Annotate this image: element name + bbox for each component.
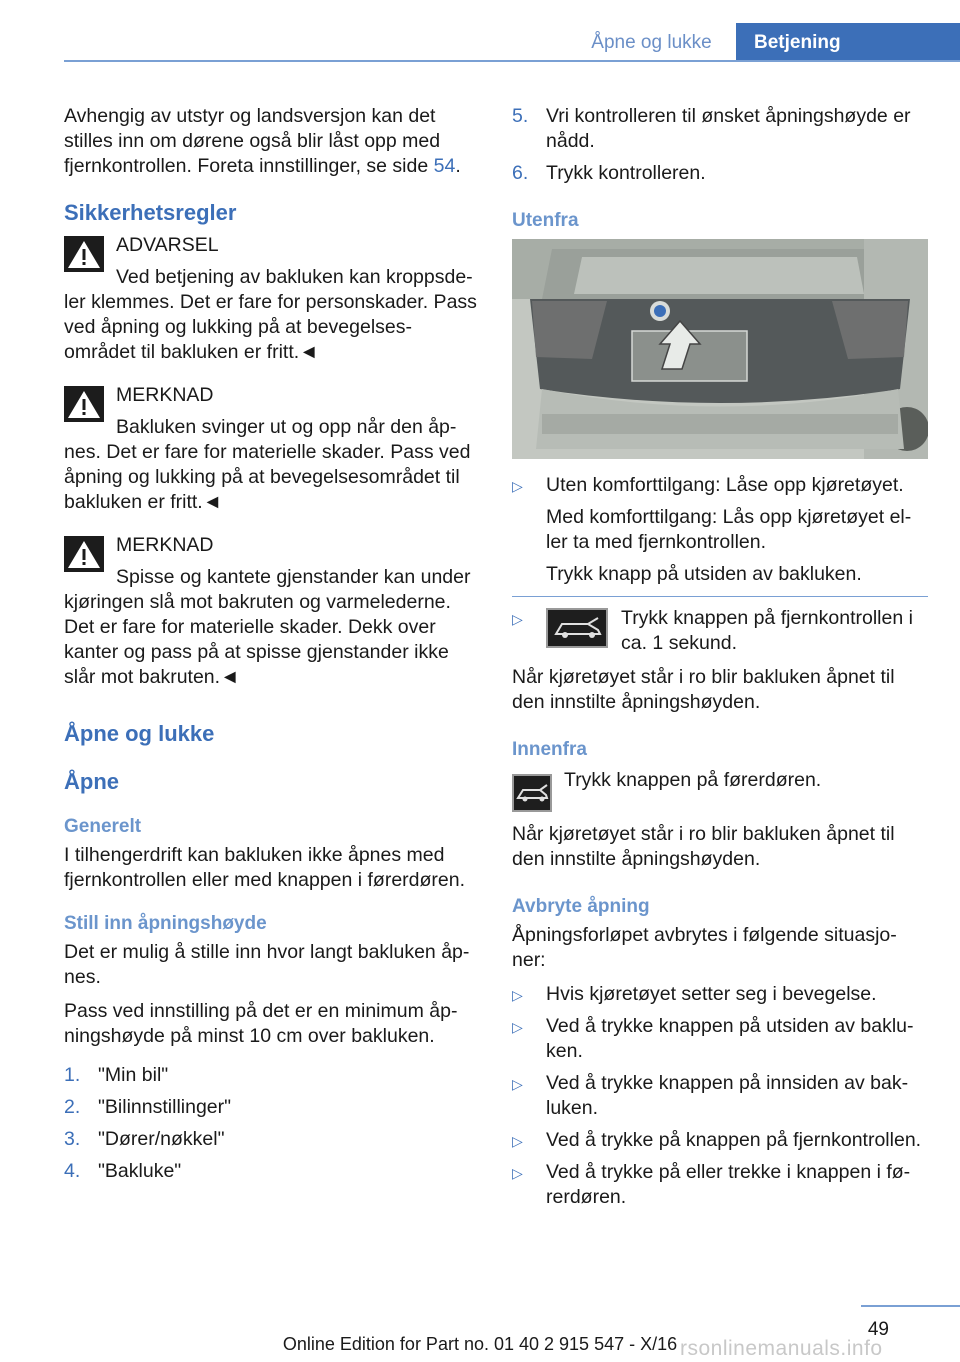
step-text: Trykk kontrolleren. [546,162,706,184]
intro-end: . [455,155,461,177]
steps-list [64,1063,480,1184]
outside-list [512,473,928,587]
cancel-list [512,982,928,1210]
warning-triangle-icon [64,386,104,422]
list-item [512,1071,928,1121]
cancel-heading: Avbryte åpning [512,896,650,917]
inside-result: Når kjøretøyet står i ro blir bakluken åpnet til den innstilte åpningshøyden. [512,823,895,870]
door-button-text: Trykk knappen på førerdøren. [564,769,822,791]
step-number: 6. [512,162,529,184]
step-number: 5. [512,105,529,127]
list-item [512,161,928,186]
warning-text: Ved betjening av bakluken kan kroppsde‐ler klemmes. Det er fare for personskader. Pass ved åpning og lukking på at bevegelses‐området til bakluken er fritt.◄ [64,266,477,363]
outside-line-1: Uten komforttilgang: Låse opp kjøretøyet. [546,474,904,496]
triangle-bullet-icon: ▷ [512,1165,523,1181]
list-item [64,1127,480,1152]
warning-block [64,233,480,365]
list-item [512,982,928,1007]
page-link[interactable]: 54 [433,155,456,177]
triangle-bullet-icon: ▷ [512,1019,523,1035]
outside-line-3: Trykk knapp på utsiden av bakluken. [546,563,862,585]
step-text: "Bakluke" [98,1160,182,1182]
tailgate-illustration [512,239,928,459]
cancel-item-text: Ved å trykke knappen på utsiden av baklu‐ken. [546,1015,914,1062]
triangle-bullet-icon: ▷ [512,1076,523,1092]
triangle-bullet-icon: ▷ [512,1133,523,1149]
outside-result: Når kjøretøyet står i ro blir bakluken åpnet til den innstilte åpningshøyden. [512,666,895,713]
list-item [512,1014,928,1064]
notice-block [64,533,480,690]
door-button-row [512,766,928,810]
inside-heading: Innenfra [512,739,587,760]
opening-height-note: Pass ved innstilling på det er en minimum åp‐ningshøyde på minst 10 cm over bakluken. [64,1000,458,1047]
footer-rule [861,1305,960,1307]
notice-text: Bakluken svinger ut og opp når den åp‐nes. Det er fare for materielle skader. Pass ved åpning og lukking på at bevegelsesområdet til bakluken er fritt.◄ [64,416,471,513]
intro-paragraph [64,104,480,179]
list-item [64,1063,480,1088]
open-heading: Åpne [64,769,119,794]
warning-label: ADVARSEL [116,234,219,256]
intro-text: Avhengig av utstyr og landsversjon kan det stilles inn om dørene også blir låst opp med fjernkontrollen. Foreta innstillinger, se side [64,105,441,177]
step-number: 2. [64,1096,81,1118]
list-item [512,1128,928,1153]
header-chapter-tab: Betjening [736,23,960,62]
safety-heading: Sikkerhetsregler [64,200,237,225]
list-item [64,1159,480,1184]
general-text: I tilhengerdrift kan bakluken ikke åpnes med fjernkontrollen eller med knappen i førerdøren. [64,844,466,891]
notice-label: MERKNAD [116,384,214,406]
page-header [0,0,960,62]
header-section-title: Åpne og lukke [591,32,712,53]
triangle-bullet-icon: ▷ [512,478,523,494]
opening-height-heading: Still inn åpningshøyde [64,913,267,934]
warning-triangle-icon [64,236,104,272]
step-number: 4. [64,1160,81,1182]
right-column [512,104,928,1219]
notice-text: Spisse og kantete gjenstander kan under kjøringen slå mot bakruten og varmelederne. Det er fare for materielle skader. Dekk over kanter og pass på at spisse gjenstander ikke slår mot bakruten.◄ [64,566,471,688]
step-text: "Min bil" [98,1064,169,1086]
list-divider [512,596,928,597]
left-column [64,104,480,1193]
step-number: 1. [64,1064,81,1086]
cancel-item-text: Hvis kjøretøyet setter seg i bevegelse. [546,983,877,1005]
cancel-item-text: Ved å trykke knappen på innsiden av bak‐luken. [546,1072,909,1119]
remote-button-text: Trykk knappen på fjernkontrollen i ca. 1 sekund. [621,607,913,654]
warning-triangle-icon [64,536,104,572]
step-text: Vri kontrolleren til ønsket åpningshøyde er nådd. [546,105,911,152]
edition-text: Online Edition for Part no. 01 40 2 915 547 - X/16 [282,1334,678,1354]
cancel-intro: Åpningsforløpet avbrytes i følgende situasjo‐ner: [512,924,897,971]
outside-heading: Utenfra [512,210,579,231]
watermark: rsonlinemanuals.info [680,1337,883,1360]
list-item [512,473,928,587]
notice-block [64,383,480,515]
triangle-bullet-icon: ▷ [512,987,523,1003]
door-tailgate-button-icon [512,774,552,812]
header-rule [64,60,960,62]
notice-label: MERKNAD [116,534,214,556]
list-item [512,1160,928,1210]
remote-button-row [512,606,928,656]
triangle-bullet-icon: ▷ [512,611,523,627]
step-text: "Bilinnstillinger" [98,1096,232,1118]
remote-tailgate-button-icon [546,608,608,648]
steps-list-continued [512,104,928,186]
list-item [512,104,928,154]
general-heading: Generelt [64,816,142,837]
page-number: 49 [867,1319,889,1340]
outside-line-2: Med komforttilgang: Lås opp kjøretøyet el‐ler ta med fjernkontrollen. [546,506,912,553]
list-item [64,1095,480,1120]
step-number: 3. [64,1128,81,1150]
step-text: "Dører/nøkkel" [98,1128,225,1150]
cancel-item-text: Ved å trykke på knappen på fjernkontrollen. [546,1129,922,1151]
opening-height-text: Det er mulig å stille inn hvor langt bakluken åp‐nes. [64,941,470,988]
cancel-item-text: Ved å trykke på eller trekke i knappen i fø‐rerdøren. [546,1161,911,1208]
open-close-heading: Åpne og lukke [64,721,215,746]
